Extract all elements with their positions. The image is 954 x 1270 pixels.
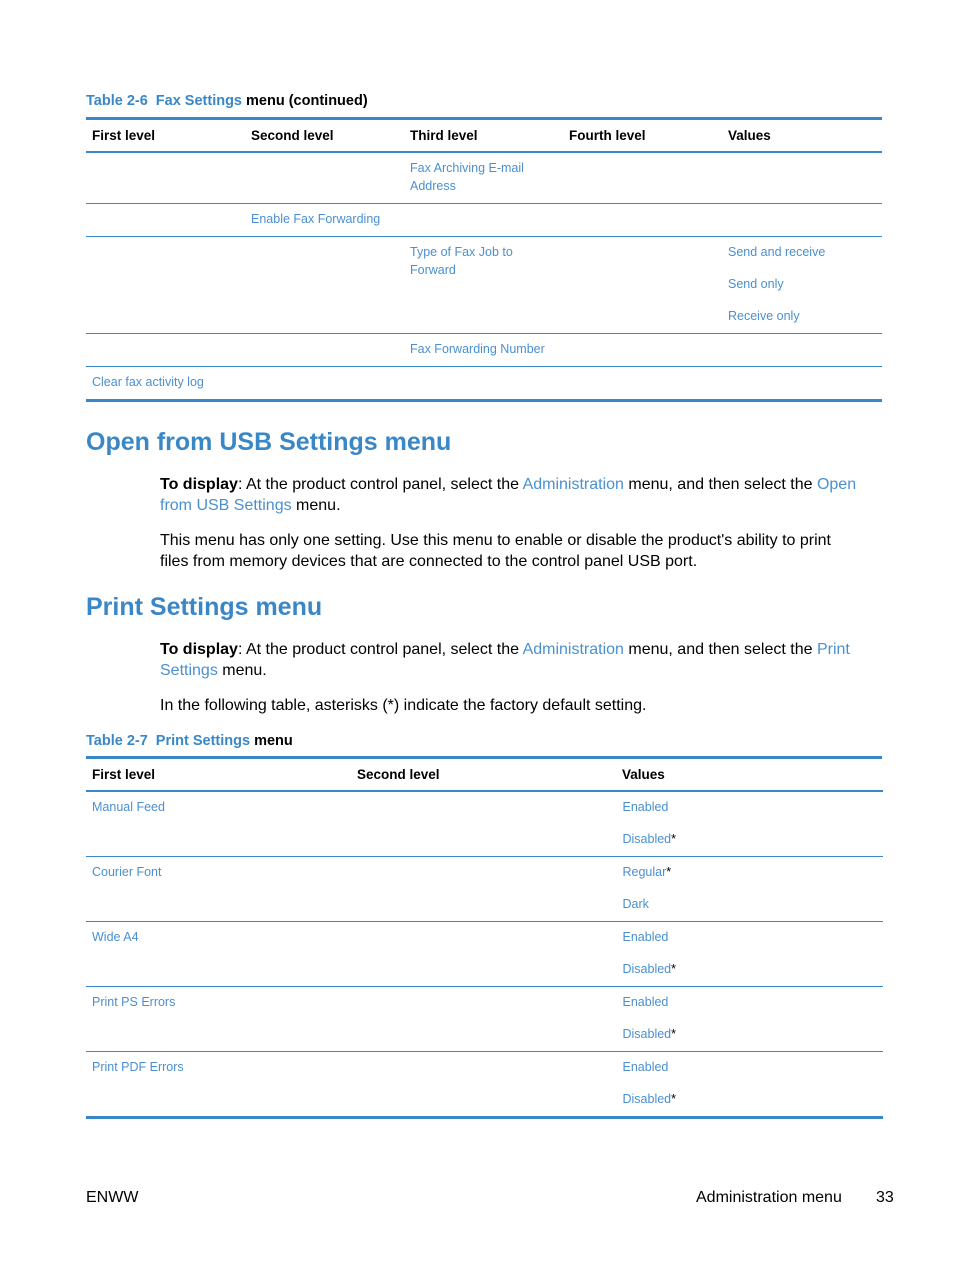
table-number: Table 2-6 (86, 93, 148, 109)
header-second-level: Second level (351, 758, 616, 792)
cell-first-level[interactable]: Manual Feed (86, 791, 351, 857)
value-option[interactable] (623, 960, 876, 978)
cell-fourth-level (563, 367, 722, 401)
value-text: Enabled (622, 1060, 669, 1074)
cell-values (616, 922, 882, 987)
page-number: 33 (876, 1189, 894, 1206)
cell-first-level (86, 204, 245, 237)
cell-values (722, 334, 882, 367)
table-name: Print Settings (155, 733, 251, 749)
value-option[interactable] (623, 993, 876, 1011)
text: menu, and then select the (623, 641, 817, 658)
value-text: Dark (622, 897, 649, 911)
cell-second-level (245, 237, 404, 334)
cell-values (616, 791, 882, 857)
value-text: Enabled (622, 995, 669, 1009)
cell-values (722, 367, 882, 401)
cell-third-level (404, 204, 563, 237)
value-option[interactable] (623, 928, 876, 946)
header-values: Values (722, 119, 882, 153)
cell-third-level[interactable]: Fax Archiving E-mail Address (404, 152, 563, 204)
value-option[interactable]: Receive only (728, 309, 800, 323)
to-display-label: To display (160, 641, 238, 658)
table-row (86, 237, 882, 334)
value-text: Disabled (622, 832, 672, 846)
table-number: Table 2-7 (86, 733, 148, 749)
cell-values (722, 237, 882, 334)
cell-fourth-level (563, 204, 722, 237)
value-option[interactable] (623, 895, 876, 913)
table-row (86, 791, 882, 857)
header-first-level: First level (86, 119, 245, 153)
cell-second-level (351, 987, 616, 1052)
text: menu, and then select the (623, 476, 817, 493)
default-marker: * (671, 832, 677, 846)
table-caption-fax-settings (86, 93, 368, 109)
cell-values (616, 1052, 882, 1118)
cell-second-level[interactable]: Enable Fax Forwarding (245, 204, 404, 237)
table-name: Fax Settings (155, 93, 242, 109)
value-option[interactable] (623, 1058, 876, 1076)
administration-link[interactable]: Administration (522, 476, 624, 493)
table-row (86, 204, 882, 237)
table-row (86, 987, 882, 1052)
cell-first-level (86, 334, 245, 367)
cell-second-level (245, 334, 404, 367)
heading-open-from-usb: Open from USB Settings menu (86, 428, 452, 456)
print-settings-link[interactable]: Print Settings (160, 641, 850, 679)
value-option[interactable]: Send only (728, 277, 784, 291)
cell-fourth-level (563, 334, 722, 367)
table-caption-print-settings (86, 733, 293, 749)
default-marker: * (671, 1092, 677, 1106)
default-marker: * (666, 865, 672, 879)
print-settings-table (86, 756, 883, 1119)
table-caption-rest: menu (continued) (246, 93, 368, 109)
cell-third-level[interactable]: Type of Fax Job to Forward (404, 237, 563, 334)
text: menu. (217, 662, 267, 679)
cell-third-level (404, 367, 563, 401)
table-row (86, 857, 882, 922)
cell-second-level (351, 857, 616, 922)
cell-second-level (351, 1052, 616, 1118)
cell-second-level (351, 922, 616, 987)
table-caption-rest: menu (254, 733, 293, 749)
value-text: Disabled (622, 962, 672, 976)
cell-values (616, 857, 882, 922)
value-text: Enabled (622, 930, 669, 944)
header-values: Values (616, 758, 882, 792)
value-text: Disabled (622, 1027, 672, 1041)
cell-first-level (86, 237, 245, 334)
usb-description: This menu has only one setting. Use this menu to enable or disable the product's ability to print files from memory devices that are connected to the control panel USB port. (160, 532, 831, 570)
open-from-usb-link[interactable]: Open from USB Settings (160, 476, 857, 514)
value-option[interactable] (623, 1090, 876, 1108)
text: : At the product control panel, select the (237, 476, 523, 493)
heading-print-settings: Print Settings menu (86, 593, 323, 621)
cell-values (616, 987, 882, 1052)
value-option[interactable] (623, 798, 876, 816)
table-row (86, 152, 882, 204)
text: : At the product control panel, select the (237, 641, 523, 658)
header-second-level: Second level (245, 119, 404, 153)
footer-section-name: Administration menu (696, 1189, 842, 1206)
table-row (86, 334, 882, 367)
text: menu. (291, 497, 341, 514)
default-marker: * (671, 962, 677, 976)
value-option[interactable]: Send and receive (728, 245, 826, 259)
footer-left: ENWW (86, 1189, 139, 1206)
cell-fourth-level (563, 152, 722, 204)
to-display-label: To display (160, 476, 238, 493)
cell-second-level (245, 367, 404, 401)
cell-second-level (245, 152, 404, 204)
cell-first-level[interactable]: Clear fax activity log (86, 367, 245, 401)
value-option[interactable] (623, 1025, 876, 1043)
cell-first-level (86, 152, 245, 204)
default-marker: * (671, 1027, 677, 1041)
header-third-level: Third level (404, 119, 563, 153)
cell-first-level[interactable]: Courier Font (86, 857, 351, 922)
print-display-instructions (160, 639, 860, 681)
value-text: Enabled (622, 800, 669, 814)
usb-display-instructions (160, 474, 860, 516)
table-header-row (86, 119, 882, 153)
value-option[interactable] (623, 830, 876, 848)
table-row (86, 367, 882, 401)
value-option[interactable] (623, 863, 876, 881)
table-header-row (86, 758, 882, 792)
table-row (86, 1052, 882, 1118)
table-row (86, 922, 882, 987)
cell-first-level[interactable]: Print PDF Errors (86, 1052, 351, 1118)
cell-second-level (351, 791, 616, 857)
administration-link[interactable]: Administration (522, 641, 624, 658)
fax-settings-table (86, 117, 882, 402)
header-fourth-level: Fourth level (563, 119, 722, 153)
value-text: Disabled (622, 1092, 672, 1106)
cell-values (722, 204, 882, 237)
cell-third-level[interactable]: Fax Forwarding Number (404, 334, 563, 367)
cell-values (722, 152, 882, 204)
header-first-level: First level (86, 758, 351, 792)
cell-fourth-level (563, 237, 722, 334)
value-text: Regular (622, 865, 667, 879)
asterisk-note: In the following table, asterisks (*) indicate the factory default setting. (160, 697, 647, 714)
cell-first-level[interactable]: Print PS Errors (86, 987, 351, 1052)
cell-first-level[interactable]: Wide A4 (86, 922, 351, 987)
